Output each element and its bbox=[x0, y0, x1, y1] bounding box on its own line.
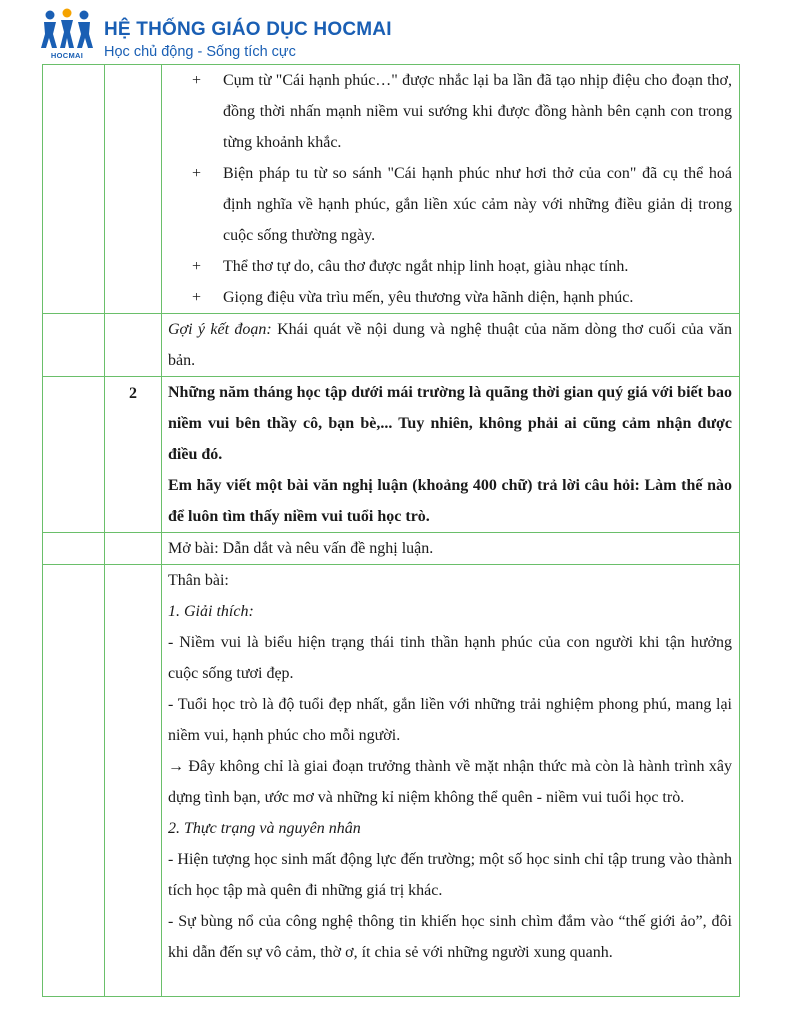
table-row bbox=[43, 65, 740, 314]
cell-empty bbox=[43, 65, 105, 314]
logo-caption: HOCMAI bbox=[50, 51, 84, 60]
cell-content bbox=[162, 377, 740, 533]
table-row bbox=[43, 377, 740, 533]
explain-point: → Đây không chỉ là giai đoạn trưởng thành về mặt nhận thức mà còn là hành trình xây dựng tình bạn, ước mơ và những kỉ niệm không thể quên - niềm vui tuổi học trò. bbox=[168, 758, 732, 806]
table-row bbox=[43, 533, 740, 565]
cell-empty bbox=[43, 533, 105, 565]
explain-heading: 1. Giải thích: bbox=[168, 603, 254, 620]
table-row bbox=[43, 314, 740, 377]
bullet-symbol: + bbox=[192, 289, 202, 306]
cell-empty bbox=[105, 314, 162, 377]
question-prompt: Những năm tháng học tập dưới mái trường là quãng thời gian quý giá với biết bao niềm vui bên thầy cô, bạn bè,... Tuy nhiên, không phải ai cũng cảm nhận được điều đó. bbox=[168, 384, 732, 463]
question-number: 2 bbox=[129, 385, 137, 402]
bullet-symbol: + bbox=[192, 165, 202, 182]
cell-empty bbox=[105, 65, 162, 314]
bullet-symbol: + bbox=[192, 258, 202, 275]
question-number-cell bbox=[105, 377, 162, 533]
explain-point: - Tuổi học trò là độ tuổi đẹp nhất, gắn liền với những trải nghiệm phong phú, mang lại niềm vui, hạnh phúc cho mỗi người. bbox=[168, 696, 732, 744]
cell-content bbox=[162, 565, 740, 997]
question-task: Em hãy viết một bài văn nghị luận (khoảng 400 chữ) trả lời câu hỏi: Làm thế nào để luôn tìm thấy niềm vui tuổi học trò. bbox=[168, 477, 732, 525]
status-point: - Sự bùng nổ của công nghệ thông tin khiến học sinh chìm đắm vào “thế giới ảo”, đôi khi dẫn đến sự vô cảm, thờ ơ, ít chia sẻ với những người xung quanh. bbox=[168, 913, 732, 961]
cell-empty bbox=[105, 565, 162, 997]
answer-table bbox=[42, 64, 740, 997]
table-row bbox=[43, 565, 740, 997]
list-item: + Cụm từ "Cái hạnh phúc…" được nhắc lại ba lần đã tạo nhịp điệu cho đoạn thơ, đồng thời nhấn mạnh niềm vui sướng khi được đồng hành bên cạnh con trong từng khoảnh khắc. bbox=[168, 65, 732, 158]
page-header bbox=[40, 8, 760, 60]
cell-content bbox=[162, 533, 740, 565]
status-heading: 2. Thực trạng và nguyên nhân bbox=[168, 820, 361, 837]
cell-content bbox=[162, 65, 740, 314]
brand-title: HỆ THỐNG GIÁO DỤC HOCMAI bbox=[104, 19, 392, 40]
status-point: - Hiện tượng học sinh mất động lực đến trường; một số học sinh chỉ tập trung vào thành tích học tập mà quên đi những giá trị khác. bbox=[168, 851, 732, 899]
cell-empty bbox=[105, 533, 162, 565]
body-label: Thân bài: bbox=[168, 572, 229, 589]
conclusion-hint: Gợi ý kết đoạn: Khái quát về nội dung và nghệ thuật của năm dòng thơ cuối của văn bản. bbox=[168, 321, 732, 369]
explain-point: - Niềm vui là biểu hiện trạng thái tinh thần hạnh phúc của con người khi tận hưởng cuộc sống tươi đẹp. bbox=[168, 634, 732, 682]
list-item: + Biện pháp tu từ so sánh "Cái hạnh phúc như hơi thở của con" đã cụ thể hoá định nghĩa về hạnh phúc, gắn liền xúc cảm này với những điều giản dị trong cuộc sống thường ngày. bbox=[168, 158, 732, 251]
cell-empty bbox=[43, 377, 105, 533]
brand-slogan: Học chủ động - Sống tích cực bbox=[104, 44, 296, 60]
cell-empty bbox=[43, 565, 105, 997]
list-item: + Thể thơ tự do, câu thơ được ngắt nhịp linh hoạt, giàu nhạc tính. bbox=[168, 251, 732, 282]
list-item: + Giọng điệu vừa trìu mến, yêu thương vừa hãnh diện, hạnh phúc. bbox=[168, 282, 732, 313]
cell-empty bbox=[43, 314, 105, 377]
opening-text: Mở bài: Dẫn dắt và nêu vấn đề nghị luận. bbox=[168, 540, 434, 557]
bullet-symbol: + bbox=[192, 72, 202, 89]
cell-content bbox=[162, 314, 740, 377]
